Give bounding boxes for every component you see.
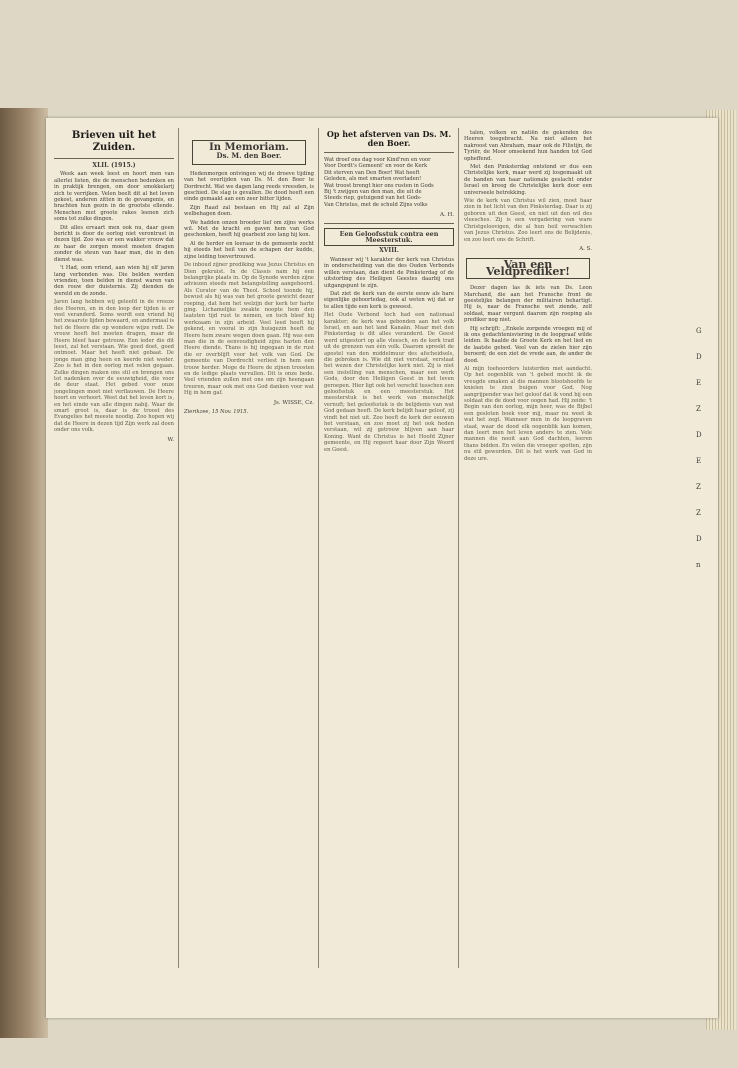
poem-line: Voor Dordt's Gemeent' en voor de Kerk [324,163,428,170]
column-rule [178,128,179,968]
column-veldprediker [464,130,592,960]
article-paragraph: Zijn Raad zal bestaan en Hij zal al Zijn welbehagen doen. [184,204,314,218]
memoriam-header [192,140,306,165]
article-paragraph: We hadden onzen broeder lief om zijns werks wil. Met de kracht en gaven hem van God geschonken, heeft hij gearbeid zoo lang hij kon. [184,219,314,239]
filler-text: De inboud zijner prediking was Jezus Christus en Dien gekruist. In de Classis nam hij een belangrijke plaats in. Op de Synode werden zijne adviezen steeds met belangstelling aangehoord. Als Curator van de Theol. School toonde hij, bewust als hij was van het groote gewicht dezer roeping, dat hem het welzijn der kerk ter harte ging. Lichamelijke zwakte noopte hem den laatsten tijd rust te nemen, en toch bleef hij werkzaam in zijn arbeid. Veel leed heeft hij gekend, en vooral in zijn huisgezin heeft de Heere hem zware wegen doen gaan. Hij was een man die in de eenvoudigheid zijns harten den Heere diende. Thans is hij ingegaan in de rust die er overblijft voor het volk van God. De gemeente van Dordrecht verliest in hem een trouw herder. Moge de Heere de zijnen troosten en de ledige plaats vervullen. Dit is onze bede. Veel vrienden zullen met ons om zijn heengaan treuren, maar ook met ons God danken voor wat Hij in hem gaf. [184,262,314,397]
filler-text: Het Oude Verbond toch had een nationaal karakter; de kerk was gebonden aan het volk Israel, en aan het land Kanaän. Maar met den Pinksterdag is dit alles veranderd. De Geest werd uitgestort op alle vleesch, en de kerk trad uit de grenzen van één volk. Daarom spreekt de apostel van den middelmuur des afscheidsels, die gebroken is. Wie dit niet verstaat, verstaat het wezen der Christelijke kerk niet. Zij is niet een instelling van menschen, maar een werk Gods, door den Heiligen Geest in het leven geroepen. Hier ligt ook het verschil tusschen een geloofsstuk en een meesterstuk. Het meesterstuk is het werk van menschelijk vernuft; het geloofsstuk is de belijdenis van wat God gedaan heeft. De kerk belijdt haar geloof, zij vindt het niet uit. Zoo heeft de kerk der eeuwen het verstaan, en zoo moet zij het ook heden verstaan, wil zij getrouw blijven aan haar Koning. Want de Christus is het Hoofd Zijner gemeente, en Hij regeert haar door Zijn Woord en Geest. [324,312,454,453]
column-rule [318,128,319,968]
article-paragraph: talen, volken en natiën de gekenden des Heeren toegebracht. Na niet alleen het nakroost van Abraham, maar ook de Filistijn, de Tyriër, de Moor omsekend hun handen tot God opheffend. [464,130,592,162]
filler-text: Wie de kerk van Christus wil zien, moet haar zien in het licht van den Pinksterdag. Daar is zij geboren uit den Geest, en niet uit den wil des vleesches. Zij is een vergadering van ware Christgeloovigen, die al hun heil verwachten van Jezus Christus. Zoo leert ons de Belijdenis, en zoo leert ons de Schrift. [464,198,592,243]
column-rule [458,128,459,968]
margin-letter: E [696,379,702,387]
poem-line: Geleden, als met smarten overladen! [324,176,422,183]
poem-signature: A. H. [439,212,454,219]
margin-letter: G [696,327,702,335]
article-paragraph: Hedenmorgen ontvingen wij de droeve tijding van het overlijden van Ds. M. den Boer te Dordrecht. Wat we dagen lang reeds vreesden, is geschied. De slag is gevallen. De dood heeft een einde gemaakt aan een zeer bitter lijden. [184,170,314,203]
poem-line: Steeds riep, getuigend van het Gods- [324,195,422,202]
signature: W. [167,436,174,443]
article-paragraph: Met den Pinksterdag ontstond er dus een Christelijke kerk, maar werd zij losgemaakt uit de banden van haar nationale geslacht onder Israel en kreeg de Christelijke kerk door een universeele betrekking. [464,164,592,196]
dateline: Zierikzee, 15 Nov. 1915. [184,409,249,416]
newspaper-page [46,118,718,1018]
article-paragraph: Dit alles ervaart men ook nu, daar geen bericht is door de oorlog niet verontrust in dezen tijd. Zoo was er een wakker vrouw dat ze haar de zorgen moest moeten dragen zonder de steun van haar man, die in den dienst was. [54,224,174,263]
section-number: XVIII. [379,247,399,255]
column-in-memoriam [184,130,314,960]
article-paragraph: 't Had, oom vriend, aan wien hij elf jaren lang verbonden was. Die belden werden vrienden, toen belden in dienst waren van den rouw der duisternis. Zij dienden de wereld en de zonde. [54,265,174,297]
article-title: Een Geloofsstuk contra een Meesterstuk. [324,228,454,247]
memoriam-subtitle: Ds. M. den Boer. [216,151,282,161]
column-brieven [54,130,174,960]
signature: A. S. [579,245,592,252]
divider [54,158,174,159]
poem-line: Dit sterven van Den Boer! Wat heeft [324,169,420,176]
divider [324,152,454,153]
article-paragraph: Dezer dagen las ik iets van Ds. Leon Marchand, die aan het Fransche front de geestelijke belangen der militairen behartigt. Hij is, naar de Fransche wet ziende, zelf soldaat, maar vergunt daarom zijn roeping als prediker nog niet. [464,285,592,324]
margin-letter: E [696,457,702,465]
book-spine [0,108,48,1038]
filler-text: Jaren lang hebben wij geleefd in de vreeze des Heeren, en in den loop der tijden is er veel veranderd. Soms wordt een vriend bij het zwaarste lijden bewaard, en andermaal is het de Heere die op wondere wijze redt. De vrouw heeft het moeten dragen, maar de Heere bleef haar getrouw. Een ieder die dit leest, zal het verstaan. Wie goed doet, goed ontmoet. Maar het heeft niet gebaat. De jonge man ging heen en keerde niet weder. Zoo is het in den oorlog met velen gegaan. Zulke dingen maken ons stil en brengen ons tot nadenken over de eeuwigheid, die voor de deur staat. Het gebed voor onze jongelingen moet niet verflauwen. De Heere hoort en verhoort. Weet dat het leven kort is, en het einde van alle dingen nabij. Waar de smart groot is, daar is de troost des Evangelies het meeste noodig. Zoo hopen wij dat de Heere in dezen tijd Zijn werk zal doen onder ons volk. [54,299,174,434]
article-paragraph: Al de herder en leeraar in de gemeente zocht hij steeds het heil van de schapen der kudde, zijne leiding toevertrouwd. [184,240,314,260]
right-margin-letters [696,318,714,578]
poem-line: Wat troost brengt hier ons rusten in Gods [324,182,434,189]
divider [324,223,454,224]
poem-line: Van Christus, met de schuld Zijns volks [324,201,428,208]
poem-line: Wat droef ons dag voor Kind'ren en voor [324,157,431,163]
poem-title: Op het afsterven van Ds. M. den Boer. [326,130,452,148]
article-paragraph: Wanneer wij 't karakter der kerk van Christus in onderscheiding van die des Ouden Verbonds willen verstaan, dan dient de Pinksterdag of de uitstorting des Heiligen Geestes daarbij ons uitgangspunt te zijn. [324,256,454,289]
article-paragraph: Hij schrijft: ,,Enkele zorgende vroegen mij of ik ons gedachtenisviering in de loopgraaf wilde leiden. Ik haalde de Groote Kerk en het lied en de laatste gebed. Veel van de zielen hier zijn beroerd; de een ziet de vrede aan, de ander de dood. [464,325,592,364]
memoriam-title: In Memoriam. [209,142,289,153]
article-paragraph: Week aan week leest en hoort men van allerlei listen, die de menschen bedenken en in praktijk brengen, om door smokkelarij zich te verrijken. Velen beelt dit al het leven gekost, anderen zitten in de gevangenis, en brachten hun gezin in de grootste ellende. Menschen met groote rakes leenen zich soms tot zulke dingen. [54,171,174,223]
margin-letter: Z [696,405,701,413]
margin-letter: D [696,535,702,543]
article-subtitle: XLII. (1915.) [92,162,136,169]
article-paragraph: Dat ziet de kerk van de eerste eeuw als hare eigenlijke geboortedag, ook al weten wij dat er te allen tijde een kerk is geweest. [324,290,454,310]
margin-letter: D [696,353,702,361]
article-title-box: Van een Veldprediker! [466,258,590,279]
margin-letter: D [696,431,702,439]
margin-letter: Z [696,509,701,517]
filler-text: Al mijn toehoorders luisterden met aandacht. Op het oogenblik van 't gebed mocht ik de vreugde smaken al die mannen blootshoofds te knielen te zien buigen voor God. Nog aangrijpender was het geloof dat ik vond bij een soldaat die de dood voor oogen had. Hij zeide: 't Begin van den oorlog, mijn heer, was de Bijbel een gesloten boek voor mij, maar nu weet ik wat het zegt. Wanneer men in de loopgraven staat, waar de dood elk oogenblik kan komen, dan leert men het leven anders te zien. Vele mannen die nooit aan God dachten, leeren thans bidden. En velen die vroeger spotten, zijn nu stil geworden. Dit is het werk van God in deze ure. [464,366,592,462]
column-poem-and-article [324,130,454,960]
poem-line: Bij 't zwijgen van den man, die uit de [324,189,422,196]
article-title: Brieven uit het Zuiden. [71,130,157,153]
poem-block [324,157,454,208]
margin-letter: Z [696,483,701,491]
signature: Js. WISSE, Cz. [273,399,314,406]
margin-letter: n [696,561,701,569]
